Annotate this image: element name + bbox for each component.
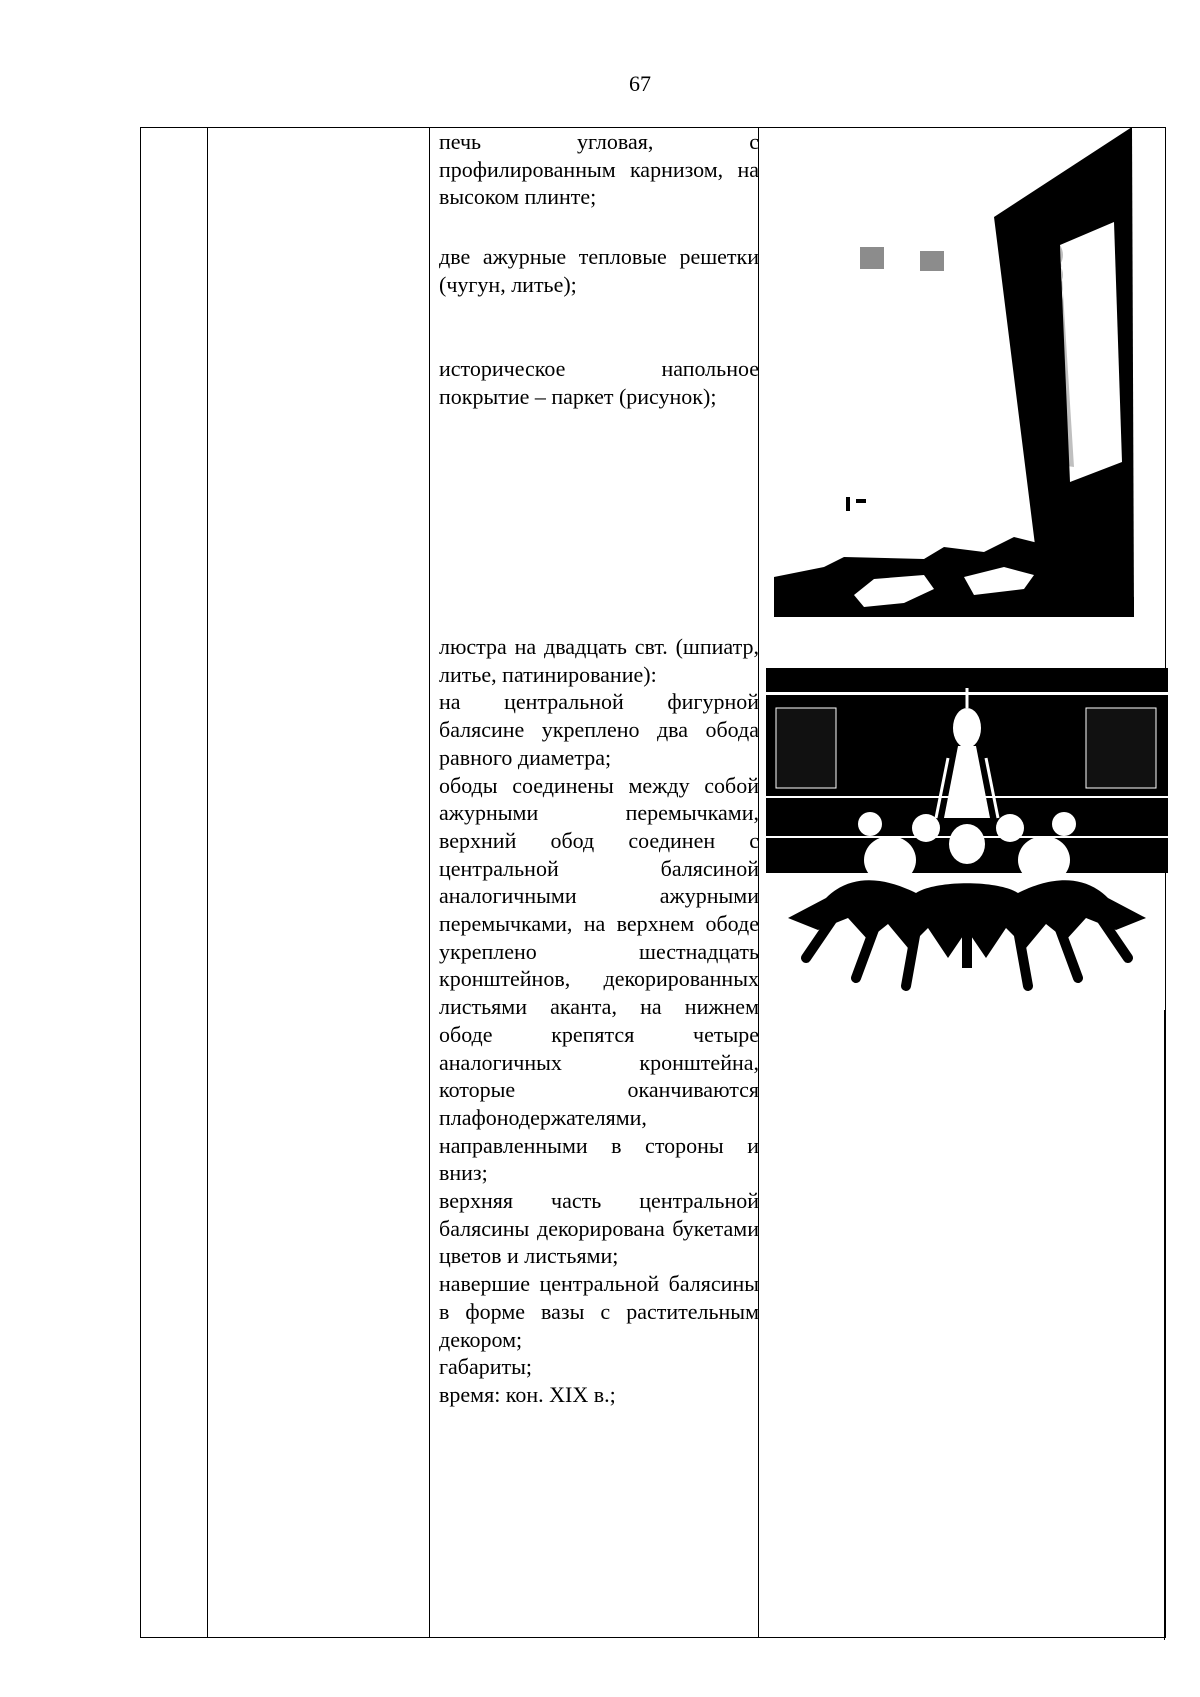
entry-chandelier [437, 633, 769, 1409]
entry-parquet-text: историческое напольное покрытие – паркет (рисунок); [439, 356, 759, 409]
photo-frame-line [1164, 1010, 1165, 1640]
entry-grilles-text: две ажурные тепловые решетки (чугун, литье); [439, 244, 759, 297]
entry-stove [437, 128, 769, 211]
chandelier-line: на центральной фигурной балясине укреплено два обода равного диаметра; [439, 689, 759, 770]
column-divider [207, 128, 208, 1637]
description-column [437, 128, 769, 1637]
chandelier-line: верхняя часть центральной балясины декорирована букетами цветов и листьями; [439, 1188, 759, 1269]
entry-heating-grilles [437, 243, 769, 298]
chandelier-line: габариты; [439, 1354, 533, 1380]
chandelier-line: навершие центральной балясины в форме вазы с растительным декором; [439, 1271, 759, 1352]
entry-parquet-floor [437, 355, 769, 410]
stove-photo [774, 127, 1134, 617]
chandelier-photo-image [766, 668, 1168, 1008]
chandelier-line: люстра на двадцать свт. (шпиатр, литье, патинирование): [439, 634, 759, 687]
chandelier-photo [766, 668, 1168, 1008]
entry-stove-text: печь угловая, с профилированным карнизом, на высоком плинте; [439, 129, 759, 210]
page-number: 67 [629, 71, 651, 96]
chandelier-line: время: кон. XIX в.; [439, 1381, 616, 1407]
column-divider [429, 128, 430, 1637]
stove-photo-image [774, 127, 1134, 617]
chandelier-line: ободы соединены между собой ажурными перемычками, верхний обод соединен с центральной балясиной аналогичными ажурными перемычками, на верхнем ободе укреплено шестнадцать кронштейнов, декорированных листьями аканта, на нижнем ободе крепятся четыре аналогичных кронштейна, которые оканчиваются плафонодержателями, направленными в стороны и вниз; [439, 772, 759, 1186]
